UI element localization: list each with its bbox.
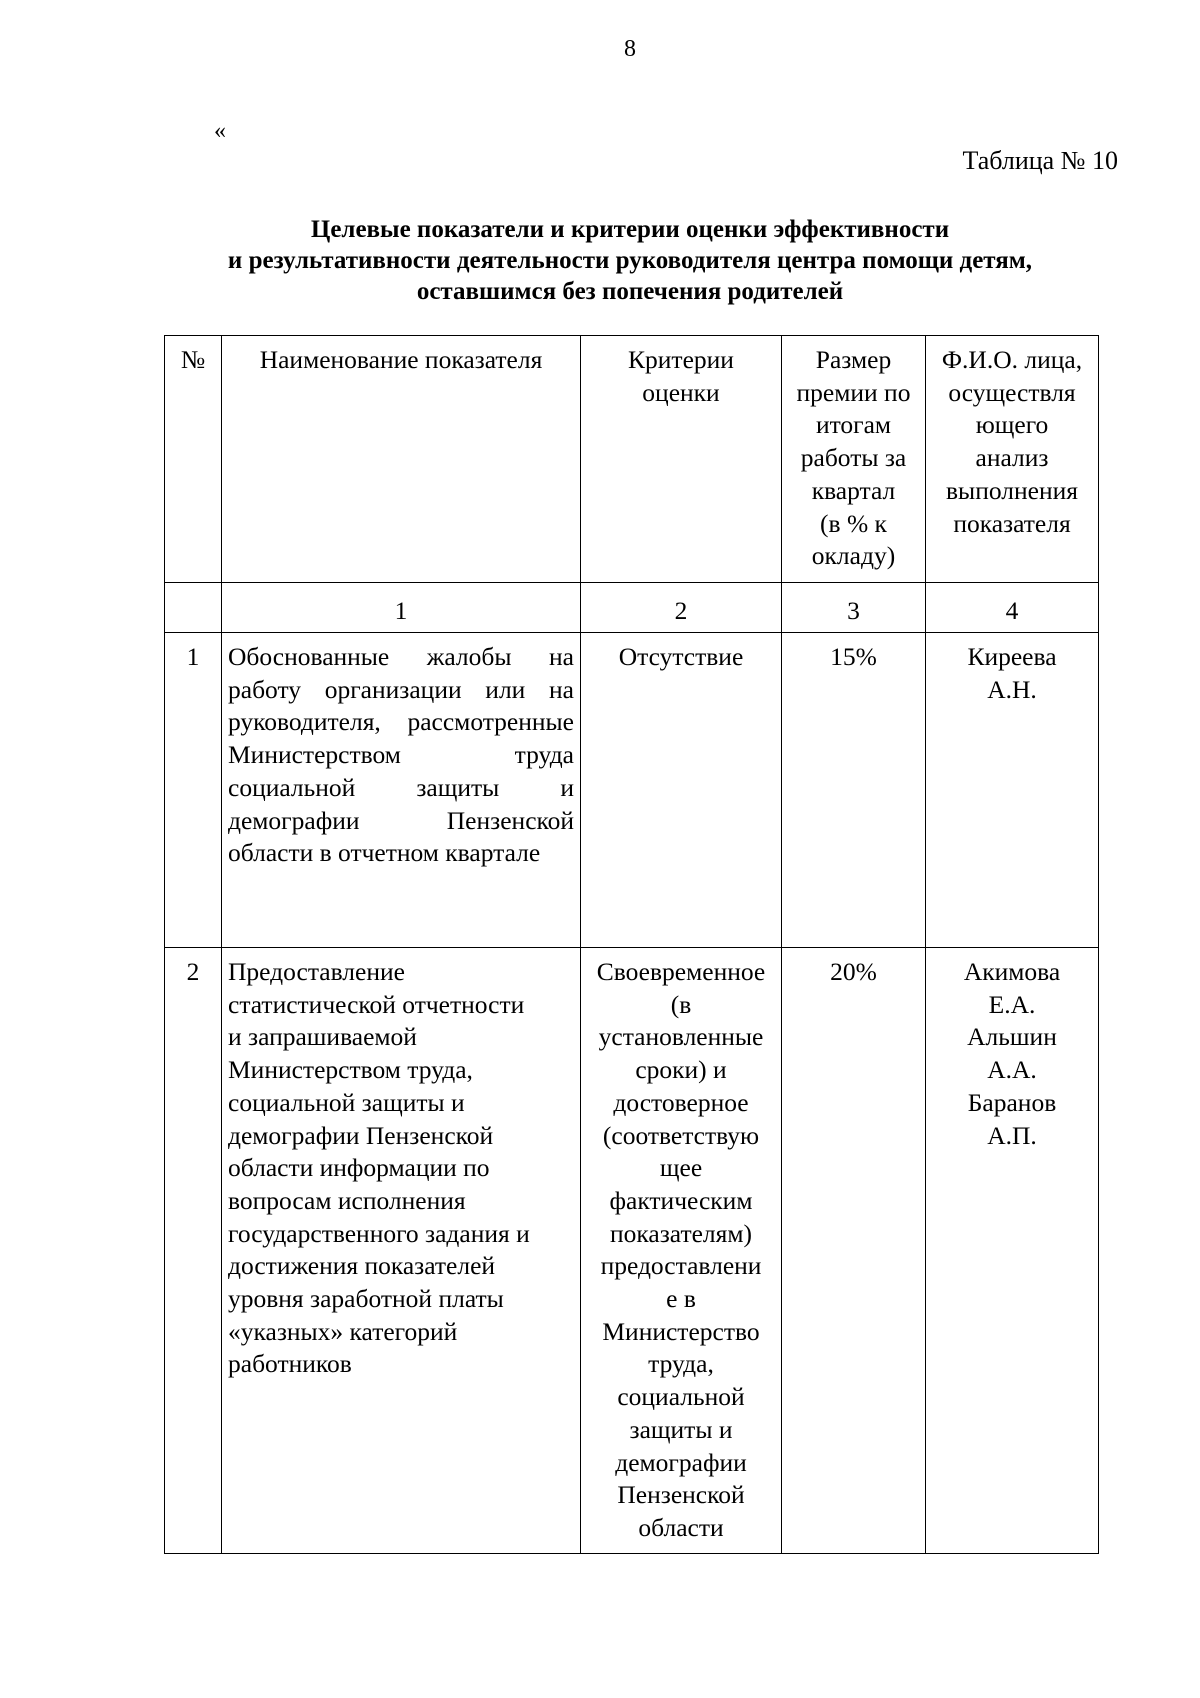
column-numbers-row <box>165 583 1099 633</box>
column-number: 2 <box>581 583 782 633</box>
criteria-line: области <box>638 1512 724 1542</box>
name-line: и запрашиваемой <box>228 1022 417 1052</box>
header-line: осуществля <box>948 377 1076 407</box>
quote-mark: « <box>214 118 226 144</box>
header-number: № <box>165 336 222 583</box>
name-line: социальной защиты и <box>228 1087 465 1117</box>
header-line: оценки <box>642 377 720 407</box>
title-line: Целевые показатели и критерии оценки эффективности <box>310 216 950 243</box>
criteria-line: (соответствую <box>602 1120 760 1150</box>
bonus-size: 15% <box>782 633 926 948</box>
criteria-line: социальной <box>617 1382 745 1412</box>
header-indicator-name: Наименование показателя <box>222 336 581 583</box>
header-line: выполнения <box>946 475 1078 505</box>
header-line: Критерии <box>628 345 734 374</box>
criteria-line: труда, <box>648 1349 714 1379</box>
person-line: Альшин <box>967 1022 1057 1052</box>
table-label: Таблица № 10 <box>962 146 1118 175</box>
person-line: А.А. <box>987 1055 1037 1085</box>
row-number: 2 <box>165 948 222 1554</box>
person-line: А.П. <box>987 1120 1037 1150</box>
name-line: уровня заработной платы <box>228 1284 504 1314</box>
person-line: Акимова <box>963 957 1061 986</box>
header-line: квартал <box>811 475 896 505</box>
criteria-line: предоставлени <box>600 1251 762 1281</box>
header-bonus-size <box>782 336 926 583</box>
name-line: демографии Пензенской <box>228 1120 494 1150</box>
criteria-line: (в <box>670 989 692 1019</box>
page-number: 8 <box>624 36 636 62</box>
header-line: окладу) <box>811 541 896 571</box>
name-line: вопросам исполнения <box>228 1185 466 1215</box>
person-line: Е.А. <box>988 989 1036 1019</box>
document-title <box>150 214 1110 307</box>
criteria-line: достоверное <box>613 1087 749 1117</box>
header-line: премии по <box>796 377 911 407</box>
header-line: показателя <box>953 508 1071 538</box>
indicator-name: Обоснованные жалобы на работу организации или на руководителя, рассмотренные Министерством труда социальной защиты и демографии Пензенской области в отчетном квартале <box>222 633 581 948</box>
header-line: (в % к <box>820 508 887 538</box>
name-line: «указных» категорий <box>228 1316 458 1346</box>
criteria-line: е в <box>666 1284 696 1314</box>
header-line: анализ <box>975 443 1049 473</box>
column-number: 1 <box>222 583 581 633</box>
name-line: Министерством труда, <box>228 1055 473 1085</box>
title-line: оставшимся без попечения родителей <box>416 278 844 305</box>
header-criteria <box>581 336 782 583</box>
bonus-size: 20% <box>782 948 926 1554</box>
criteria-line: сроки) и <box>635 1055 727 1085</box>
criteria <box>581 948 782 1554</box>
name-line: достижения показателей <box>228 1251 496 1281</box>
header-line: работы за <box>800 443 907 473</box>
table-header-row <box>165 336 1099 583</box>
title-line: и результативности деятельности руководителя центра помощи детям, <box>227 247 1033 274</box>
header-line: Ф.И.О. лица, <box>941 345 1083 374</box>
header-line: итогам <box>815 410 892 440</box>
responsible-person <box>926 948 1099 1554</box>
criteria-line: щее <box>659 1153 703 1183</box>
table-row <box>165 633 1099 948</box>
name-line: работников <box>228 1349 352 1379</box>
header-line: ющего <box>975 410 1049 440</box>
person-line: А.Н. <box>987 674 1037 704</box>
person-line: Баранов <box>967 1087 1057 1117</box>
criteria-line: Министерство <box>602 1316 760 1346</box>
name-line: Предоставление <box>228 957 405 986</box>
criteria-line: демографии <box>615 1447 747 1477</box>
criteria-line: показателям) <box>610 1218 752 1248</box>
indicator-name <box>222 948 581 1554</box>
column-number-empty <box>165 583 222 633</box>
table-row <box>165 948 1099 1554</box>
criteria: Отсутствие <box>581 633 782 948</box>
criteria-line: защиты и <box>629 1414 733 1444</box>
responsible-person <box>926 633 1099 948</box>
header-responsible-person <box>926 336 1099 583</box>
name-line: области информации по <box>228 1153 490 1183</box>
criteria-line: Пензенской <box>617 1480 745 1510</box>
name-line: государственного задания и <box>228 1218 530 1248</box>
name-line: статистической отчетности <box>228 989 525 1019</box>
criteria-line: Своевременное <box>596 957 766 986</box>
person-line: Киреева <box>967 642 1057 671</box>
indicators-table <box>164 335 1099 1554</box>
criteria-line: установленные <box>598 1022 764 1052</box>
column-number: 4 <box>926 583 1099 633</box>
criteria-line: фактическим <box>609 1185 753 1215</box>
row-number: 1 <box>165 633 222 948</box>
header-line: Размер <box>815 345 892 374</box>
column-number: 3 <box>782 583 926 633</box>
